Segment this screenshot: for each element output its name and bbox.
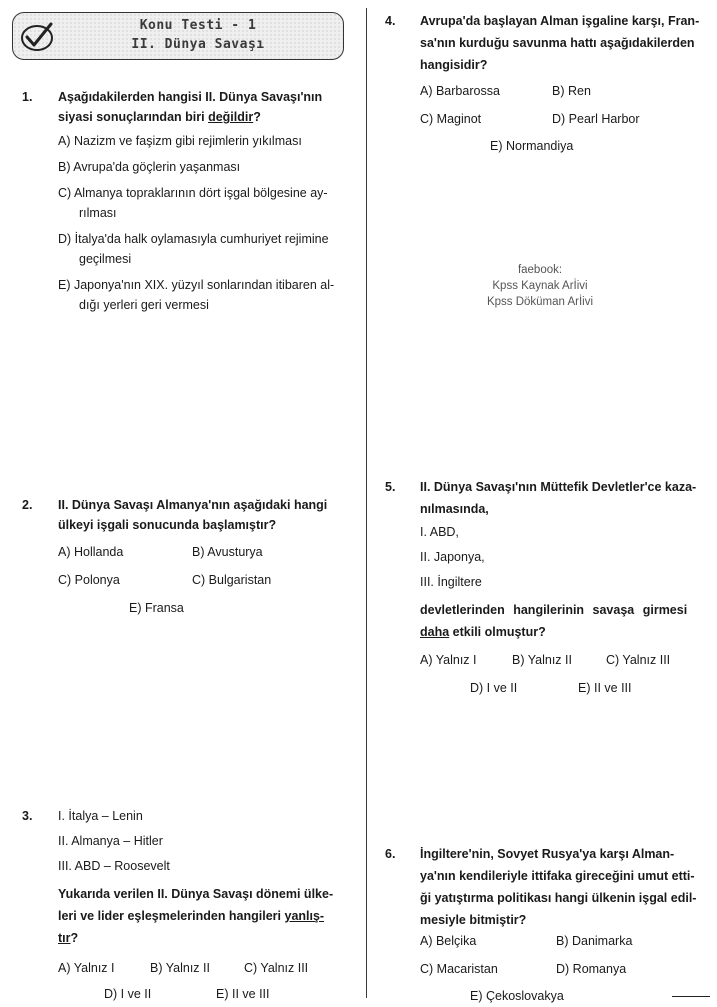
option-b[interactable]: B) Danimarka	[556, 934, 633, 948]
question-number: 3.	[22, 809, 33, 823]
option-a[interactable]: A) Belçika	[420, 934, 477, 948]
option-c[interactable]: C) Polonya	[58, 573, 120, 587]
option-b[interactable]: B) Avusturya	[192, 545, 263, 559]
question-stem-line: Avrupa'da başlayan Alman işgaline karşı, Fran-	[420, 14, 700, 28]
emphasis-keyword: daha	[420, 625, 450, 639]
option-c[interactable]: C) Macaristan	[420, 962, 498, 976]
option-d[interactable]: D) İtalya'da halk oylamasıyla cumhuriyet rejimine	[58, 232, 329, 246]
question-stem-line: devletlerinden hangilerinin savaşa girmesi	[420, 603, 688, 617]
test-banner	[12, 12, 344, 60]
stem-text: leri ve lider eşleşmelerinden hangileri	[58, 909, 285, 923]
stem-text: etkili olmuştur?	[449, 625, 546, 639]
question-stem-line: mesiyle bitmiştir?	[420, 913, 527, 927]
stem-text: siyasi sonuçlarından biri	[58, 110, 209, 124]
negative-keyword-end: tır	[58, 931, 71, 945]
question-number: 4.	[385, 14, 396, 28]
premise-ii: II. Japonya,	[420, 550, 485, 564]
question-stem-line: II. Dünya Savaşı'nın Müttefik Devletler'ce kaza-	[420, 480, 697, 494]
question-stem-line: hangisidir?	[420, 58, 488, 72]
premise-iii: III. İngiltere	[420, 575, 482, 589]
question-stem-line: ülkeyi işgali sonucunda başlamıştır?	[58, 518, 277, 532]
option-a[interactable]: A) Barbarossa	[420, 84, 500, 98]
question-stem-line: ya'nın kendileriyle ittifaka gireceğini umut etti-	[420, 869, 695, 883]
banner-title: Konu Testi - 1	[139, 18, 257, 33]
stem-end: ?	[70, 931, 79, 945]
question-stem-line	[58, 927, 78, 949]
column-divider	[366, 8, 367, 998]
option-a[interactable]: A) Nazizm ve faşizm gibi rejimlerin yıkılması	[58, 134, 302, 148]
question-stem-line: II. Dünya Savaşı Almanya'nın aşağıdaki hangi	[58, 498, 328, 512]
option-e[interactable]: E) II ve III	[216, 987, 270, 1001]
negative-keyword: yanlış-	[284, 909, 325, 923]
option-e[interactable]: E) Çekoslovakya	[470, 989, 564, 1003]
question-number: 2.	[22, 498, 33, 512]
stem-end: ?	[253, 110, 261, 124]
option-d[interactable]: D) I ve II	[104, 987, 152, 1001]
option-d-cont: geçilmesi	[79, 252, 132, 266]
option-e[interactable]: E) Normandiya	[490, 139, 574, 153]
question-stem-line	[58, 905, 324, 927]
checkmark-circle-icon	[19, 18, 55, 54]
option-c[interactable]: C) Maginot	[420, 112, 482, 126]
option-e[interactable]: E) Fransa	[129, 601, 184, 615]
option-b[interactable]: B) Yalnız II	[150, 961, 210, 975]
option-c[interactable]: C) Yalnız III	[606, 653, 671, 667]
option-c[interactable]: C) Yalnız III	[244, 961, 309, 975]
option-a[interactable]: A) Yalnız I	[58, 961, 115, 975]
premise-ii: II. Almanya – Hitler	[58, 834, 163, 848]
option-d[interactable]: D) Romanya	[556, 962, 627, 976]
watermark-line: faebook:	[517, 264, 563, 276]
footer-rule	[672, 996, 710, 997]
option-e[interactable]: E) II ve III	[578, 681, 632, 695]
watermark-line: Kpss Kaynak Arİivi	[492, 280, 588, 292]
option-b[interactable]: B) Avrupa'da göçlerin yaşanması	[58, 160, 241, 174]
option-a[interactable]: A) Hollanda	[58, 545, 124, 559]
option-c-cont: rılması	[79, 206, 117, 220]
option-b[interactable]: B) Ren	[552, 84, 591, 98]
question-stem-line: Yukarıda verilen II. Dünya Savaşı dönemi ülke-	[58, 887, 334, 901]
option-a[interactable]: A) Yalnız I	[420, 653, 477, 667]
question-stem-line	[420, 621, 546, 643]
question-stem-line: sa'nın kurduğu savunma hattı aşağıdakilerden	[420, 36, 695, 50]
banner-subtitle: II. Dünya Savaşı	[131, 37, 265, 52]
question-stem-line: ği yatıştırma politikası hangi ülkenin işgal edil-	[420, 891, 697, 905]
option-e-cont: dığı yerleri geri vermesi	[79, 298, 209, 312]
premise-iii: III. ABD – Roosevelt	[58, 859, 170, 873]
question-number: 1.	[22, 90, 33, 104]
option-b[interactable]: B) Yalnız II	[512, 653, 572, 667]
option-d[interactable]: D) I ve II	[470, 681, 518, 695]
option-c[interactable]: C) Almanya topraklarının dört işgal bölgesine ay-	[58, 186, 328, 200]
watermark-line: Kpss Döküman Arİivi	[486, 296, 594, 308]
option-d[interactable]: D) Pearl Harbor	[552, 112, 640, 126]
question-stem-line: nılmasında,	[420, 502, 489, 516]
premise-i: I. ABD,	[420, 525, 459, 539]
question-stem-line: Aşağıdakilerden hangisi II. Dünya Savaşı'nın	[58, 90, 323, 104]
question-stem-line: İngiltere'nin, Sovyet Rusya'ya karşı Alman-	[420, 847, 675, 861]
question-number: 6.	[385, 847, 396, 861]
option-e[interactable]: E) Japonya'nın XIX. yüzyıl sonlarından itibaren al-	[58, 278, 335, 292]
question-number: 5.	[385, 480, 396, 494]
premise-i: I. İtalya – Lenin	[58, 809, 143, 823]
negative-keyword: değildir	[208, 110, 254, 124]
option-d[interactable]: C) Bulgaristan	[192, 573, 272, 587]
question-stem-line	[58, 106, 261, 128]
